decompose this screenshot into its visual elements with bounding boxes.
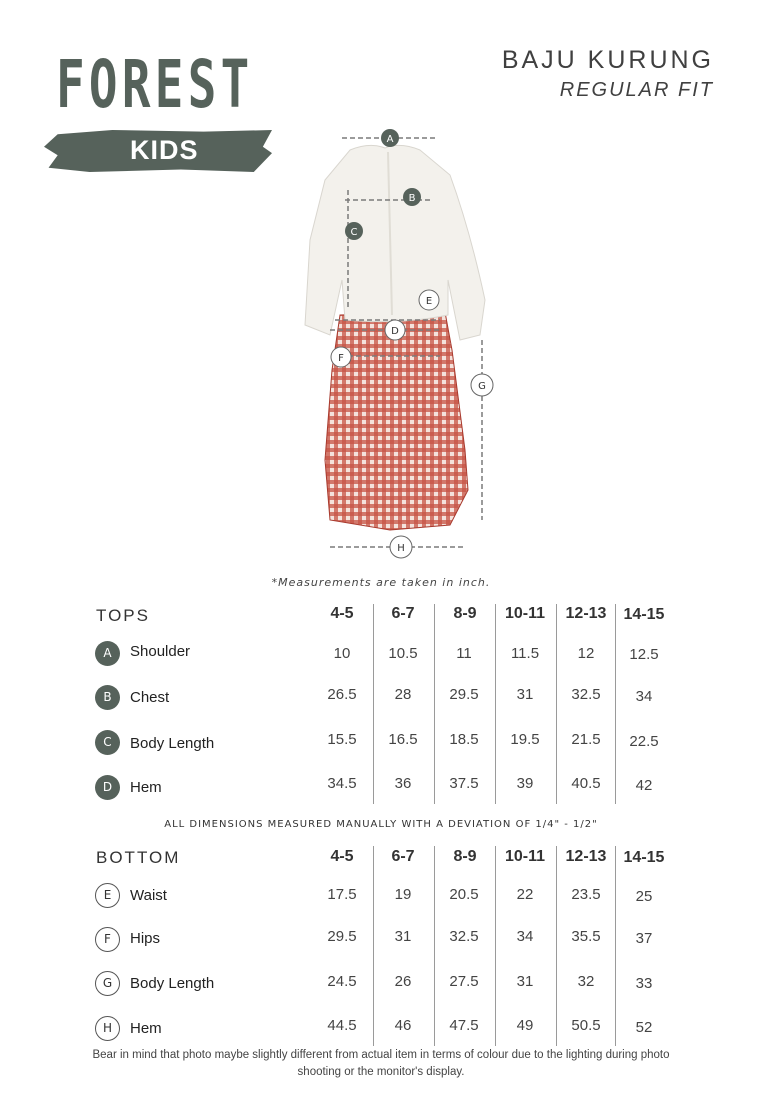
column-divider	[434, 604, 435, 804]
table-cell: 34	[516, 928, 534, 945]
row-label: Chest	[130, 689, 170, 706]
table-cell: 25	[635, 888, 653, 905]
product-fit: REGULAR FIT	[559, 79, 714, 101]
table-cell: 40.5	[571, 775, 601, 792]
table-cell: 31	[394, 928, 412, 945]
table-cell: 34	[635, 688, 653, 705]
size-header: 10-11	[504, 605, 546, 622]
table-cell: 23.5	[571, 886, 601, 903]
top-shape	[305, 145, 485, 340]
deviation-note: ALL DIMENSIONS MEASURED MANUALLY WITH A DEVIATION OF 1/4" - 1/2"	[164, 819, 598, 830]
table-cell: 32.5	[571, 686, 601, 703]
table-cell: 34.5	[327, 775, 357, 792]
marker-e-icon	[419, 290, 439, 310]
column-divider	[556, 604, 557, 804]
size-header: 8-9	[453, 605, 477, 622]
svg-text:F: F	[338, 353, 344, 364]
brand-sub: KIDS	[130, 135, 199, 165]
footer-note: Bear in mind that photo maybe slightly different from actual item in terms of colour due to the lighting during photo shooting or the monitor's display.	[92, 1049, 670, 1078]
table-cell: 33	[635, 975, 653, 992]
badge-b-icon: B	[95, 685, 120, 710]
size-header: 12-13	[565, 605, 607, 622]
table-cell: 31	[516, 973, 534, 990]
column-divider	[373, 846, 374, 1046]
table-cell: 46	[394, 1017, 412, 1034]
table-cell: 35.5	[571, 928, 601, 945]
size-header: 4-5	[330, 848, 354, 865]
table-cell: 44.5	[327, 1017, 357, 1034]
svg-text:C: C	[350, 227, 358, 238]
table-cell: 42	[635, 777, 653, 794]
size-header: 4-5	[330, 605, 354, 622]
marker-a-icon	[381, 129, 399, 147]
marker-f-icon	[331, 347, 351, 367]
size-header: 10-11	[504, 848, 546, 865]
size-header: 6-7	[391, 848, 415, 865]
column-divider	[434, 846, 435, 1046]
marker-g-icon	[471, 374, 493, 396]
table-cell: 36	[394, 775, 412, 792]
size-header: 14-15	[623, 849, 665, 866]
brand-logo	[56, 46, 266, 165]
badge-c-icon: C	[95, 730, 120, 755]
bottom-title: BOTTOM	[96, 848, 181, 867]
table-cell: 29.5	[449, 686, 479, 703]
table-cell: 47.5	[449, 1017, 479, 1034]
badge-d-icon: D	[95, 775, 120, 800]
table-cell: 16.5	[388, 731, 418, 748]
svg-text:G: G	[478, 381, 486, 392]
table-cell: 21.5	[571, 731, 601, 748]
table-cell: 52	[635, 1019, 653, 1036]
svg-text:E: E	[425, 296, 433, 307]
table-cell: 24.5	[327, 973, 357, 990]
table-cell: 10.5	[388, 645, 418, 662]
table-cell: 18.5	[449, 731, 479, 748]
column-divider	[495, 846, 496, 1046]
marker-b-icon	[403, 188, 421, 206]
table-cell: 49	[516, 1017, 534, 1034]
table-cell: 26	[394, 973, 412, 990]
table-cell: 37.5	[449, 775, 479, 792]
row-label: Hem	[130, 1020, 162, 1037]
table-cell: 28	[394, 686, 412, 703]
garment-diagram	[270, 120, 520, 570]
table-cell: 26.5	[327, 686, 357, 703]
row-label: Hips	[130, 930, 161, 947]
table-cell: 39	[516, 775, 534, 792]
column-divider	[495, 604, 496, 804]
column-divider	[556, 846, 557, 1046]
badge-g-icon: G	[95, 971, 120, 996]
marker-d-icon	[385, 320, 405, 340]
table-cell: 31	[516, 686, 534, 703]
row-label: Body Length	[130, 735, 215, 752]
row-label: Body Length	[130, 975, 215, 992]
badge-f-icon: F	[95, 927, 120, 952]
badge-a-icon: A	[95, 641, 120, 666]
table-cell: 22	[516, 886, 534, 903]
measurement-note: *Measurements are taken in inch.	[271, 576, 491, 589]
table-cell: 11.5	[510, 645, 540, 662]
product-heading	[502, 46, 714, 102]
table-cell: 32.5	[449, 928, 479, 945]
table-cell: 19	[394, 886, 412, 903]
skirt-shape	[325, 312, 468, 530]
table-cell: 32	[577, 973, 595, 990]
product-title: BAJU KURUNG	[501, 46, 714, 74]
table-cell: 22.5	[629, 733, 659, 750]
column-divider	[373, 604, 374, 804]
size-header: 8-9	[453, 848, 477, 865]
marker-c-icon	[345, 222, 363, 240]
table-cell: 17.5	[327, 886, 357, 903]
table-cell: 15.5	[327, 731, 357, 748]
brand-name: FOREST	[56, 46, 254, 123]
svg-text:A: A	[386, 134, 394, 145]
size-header: 14-15	[623, 606, 665, 623]
table-cell: 37	[635, 930, 653, 947]
badge-h-icon: H	[95, 1016, 120, 1041]
svg-text:B: B	[408, 193, 416, 204]
table-cell: 29.5	[327, 928, 357, 945]
badge-e-icon: E	[95, 883, 120, 908]
table-cell: 50.5	[571, 1017, 601, 1034]
svg-text:H: H	[397, 543, 405, 554]
table-cell: 12.5	[629, 646, 659, 663]
tops-title: TOPS	[96, 606, 150, 625]
size-header: 6-7	[391, 605, 415, 622]
row-label: Hem	[130, 779, 162, 796]
table-cell: 11	[456, 645, 472, 662]
marker-h-icon	[390, 536, 412, 558]
size-header: 12-13	[565, 848, 607, 865]
table-cell: 12	[577, 645, 595, 662]
svg-text:D: D	[391, 326, 399, 337]
row-label: Shoulder	[130, 643, 191, 660]
table-cell: 10	[333, 645, 351, 662]
table-cell: 20.5	[449, 886, 479, 903]
row-label: Waist	[130, 887, 167, 904]
table-cell: 27.5	[449, 973, 479, 990]
table-cell: 19.5	[510, 731, 540, 748]
